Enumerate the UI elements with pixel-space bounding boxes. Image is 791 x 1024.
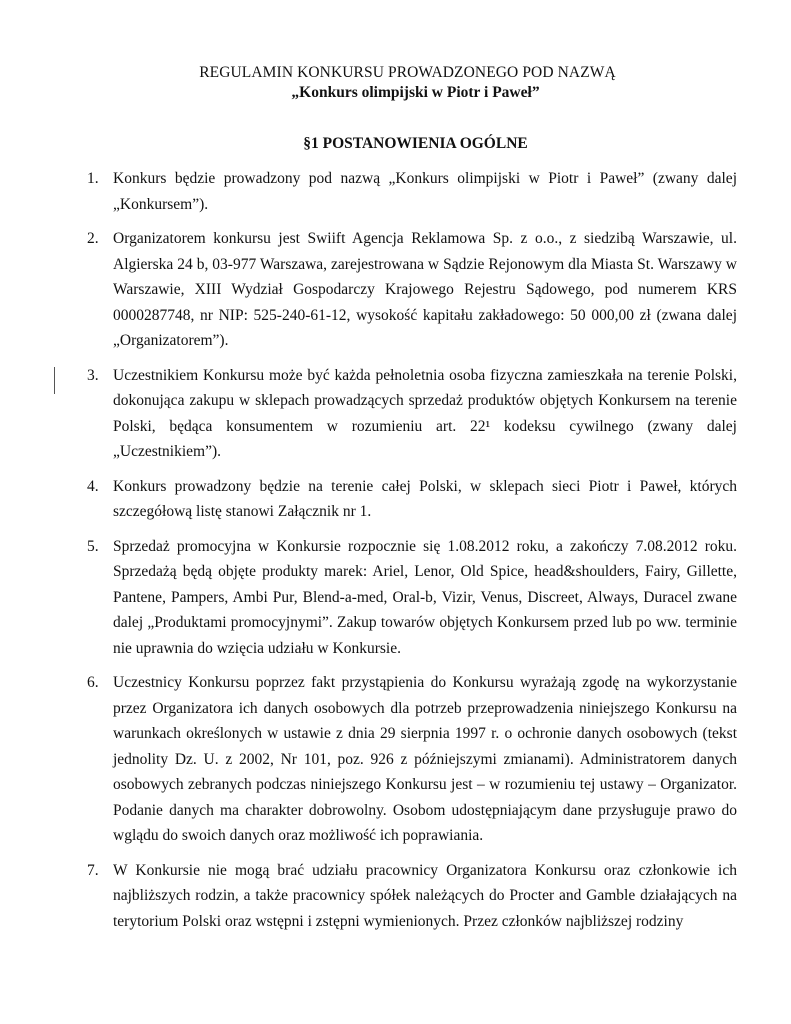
list-item bbox=[87, 534, 737, 662]
contest-name: „Konkurs olimpijski w Piotr i Paweł” bbox=[291, 84, 540, 101]
item-text: Konkurs prowadzony będzie na terenie całej Polski, w sklepach sieci Piotr i Paweł, których szczegółową listę stanowi Załącznik nr 1. bbox=[113, 477, 737, 520]
item-number: 4. bbox=[87, 477, 99, 495]
list-item bbox=[87, 226, 737, 354]
item-number: 3. bbox=[87, 366, 99, 384]
list-item bbox=[87, 166, 737, 217]
item-number: 6. bbox=[87, 674, 99, 691]
document-title: REGULAMIN KONKURSU PROWADZONEGO POD NAZWĄ bbox=[199, 64, 616, 81]
item-text: Konkurs będzie prowadzony pod nazwą „Konkurs olimpijski w Piotr i Paweł” (zwany dalej „Konkursem”). bbox=[113, 170, 737, 213]
list-item bbox=[87, 363, 737, 465]
list-item bbox=[87, 670, 737, 849]
list-item bbox=[87, 474, 737, 525]
item-number: 1. bbox=[87, 170, 99, 187]
item-text: Organizatorem konkursu jest Swiift Agencja Reklamowa Sp. z o.o., z siedzibą Warszawie, ul. Algierska 24 b, 03-977 Warszawa, zarejestrowana w Sądzie Rejonowym dla Miasta St. Warszawy w Warszawie, XIII Wydział Gospodarczy Krajowego Rejestru Sądowego, pod numerem KRS 0000287748, nr NIP: 525-240-61-12, wysokość kapitału zakładowego: 50 000,00 zł (zwana dalej „Organizatorem”). bbox=[113, 230, 737, 349]
item-text: Uczestnikiem Konkursu może być każda pełnoletnia osoba fizyczna zamieszkała na terenie Polski, dokonująca zakupu w sklepach prowadzących sprzedaż produktów objętych Konkursem na terenie Polski, będąca konsumentem w rozumieniu art. 22¹ kodeksu cywilnego (zwany dalej „Uczestnikiem”). bbox=[113, 366, 737, 460]
list-item bbox=[87, 858, 737, 935]
provisions-list bbox=[87, 166, 737, 943]
section-heading: §1 POSTANOWIENIA OGÓLNE bbox=[303, 135, 528, 152]
item-number: 7. bbox=[87, 861, 99, 879]
item-number: 5. bbox=[87, 537, 99, 555]
text-cursor-marker bbox=[54, 367, 55, 394]
item-text: Sprzedaż promocyjna w Konkursie rozpocznie się 1.08.2012 roku, a zakończy 7.08.2012 roku. Sprzedażą będą objęte produkty marek: Ariel, Lenor, Old Spice, head&shoulders, Fairy, Gillette, Pantene, Pampers, Ambi Pur, Blend-a-med, Oral-b, Vizir, Venus, Discreet, Always, Duracel zwane dalej „Produktami promocyjnymi”. Zakup towarów objętych Konkursem przed lub po ww. terminie nie uprawnia do wzięcia udziału w Konkursie. bbox=[113, 537, 737, 657]
item-number: 2. bbox=[87, 230, 99, 247]
item-text: W Konkursie nie mogą brać udziału pracownicy Organizatora Konkursu oraz członkowie ich najbliższych rodzin, a także pracownicy spółek należących do Procter and Gamble działających na terytorium Polski oraz wstępni i zstępni wymienionych. Przez członków najbliższej rodziny bbox=[113, 861, 737, 930]
item-text: Uczestnicy Konkursu poprzez fakt przystąpienia do Konkursu wyrażają zgodę na wykorzystanie przez Organizatora ich danych osobowych dla potrzeb przeprowadzenia niniejszego Konkursu na warunkach określonych w ustawie z dnia 29 sierpnia 1997 r. o ochronie danych osobowych (tekst jednolity Dz. U. z 2002, Nr 101, poz. 926 z późniejszymi zmianami). Administratorem danych osobowych zebranych podczas niniejszego Konkursu jest – w rozumieniu tej ustawy – Organizator. Podanie danych ma charakter dobrowolny. Osobom udostępniającym dane przysługuje prawo do wglądu do swoich danych oraz możliwość ich poprawiania. bbox=[113, 674, 737, 844]
